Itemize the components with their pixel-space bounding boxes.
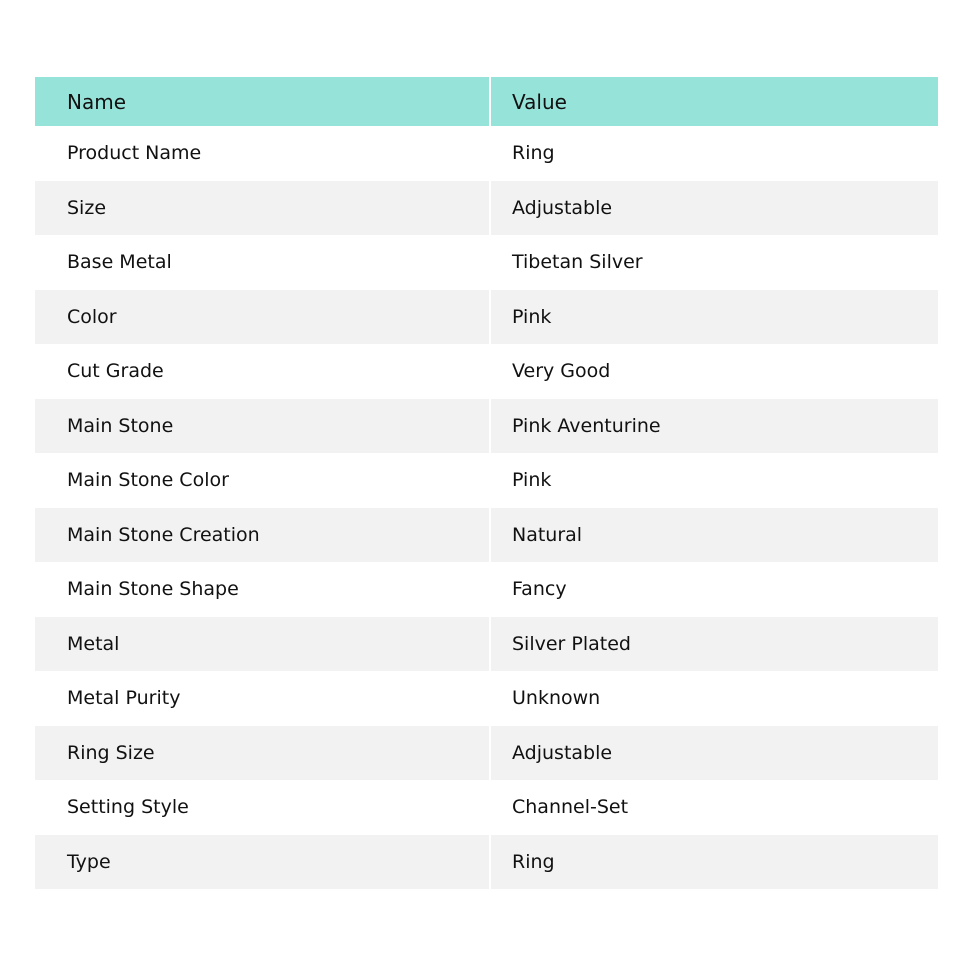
row-name: Cut Grade: [35, 344, 491, 399]
table-header-row: [35, 77, 938, 126]
row-name: Product Name: [35, 126, 491, 181]
table-row: [35, 726, 938, 781]
row-value: Tibetan Silver: [491, 235, 938, 290]
row-value: Pink: [491, 453, 938, 508]
row-name: Main Stone: [35, 399, 491, 454]
table-row: [35, 399, 938, 454]
row-value: Silver Plated: [491, 617, 938, 672]
row-value: Fancy: [491, 562, 938, 617]
table-row: [35, 235, 938, 290]
row-value: Unknown: [491, 671, 938, 726]
row-name: Main Stone Creation: [35, 508, 491, 563]
table-row: [35, 453, 938, 508]
row-name: Setting Style: [35, 780, 491, 835]
spec-table: [35, 77, 938, 889]
row-name: Main Stone Shape: [35, 562, 491, 617]
row-name: Size: [35, 181, 491, 236]
header-value: Value: [491, 77, 938, 126]
table-row: [35, 126, 938, 181]
row-name: Metal Purity: [35, 671, 491, 726]
row-name: Color: [35, 290, 491, 345]
row-name: Base Metal: [35, 235, 491, 290]
table-row: [35, 562, 938, 617]
table-row: [35, 671, 938, 726]
table-row: [35, 290, 938, 345]
row-value: Very Good: [491, 344, 938, 399]
row-value: Adjustable: [491, 181, 938, 236]
row-value: Pink: [491, 290, 938, 345]
table-row: [35, 617, 938, 672]
table-row: [35, 508, 938, 563]
table-row: [35, 835, 938, 890]
row-value: Pink Aventurine: [491, 399, 938, 454]
row-value: Ring: [491, 835, 938, 890]
table-row: [35, 780, 938, 835]
row-name: Main Stone Color: [35, 453, 491, 508]
row-name: Ring Size: [35, 726, 491, 781]
row-value: Ring: [491, 126, 938, 181]
table-row: [35, 181, 938, 236]
row-value: Adjustable: [491, 726, 938, 781]
row-value: Channel-Set: [491, 780, 938, 835]
table-row: [35, 344, 938, 399]
row-name: Type: [35, 835, 491, 890]
header-name: Name: [35, 77, 491, 126]
row-name: Metal: [35, 617, 491, 672]
row-value: Natural: [491, 508, 938, 563]
